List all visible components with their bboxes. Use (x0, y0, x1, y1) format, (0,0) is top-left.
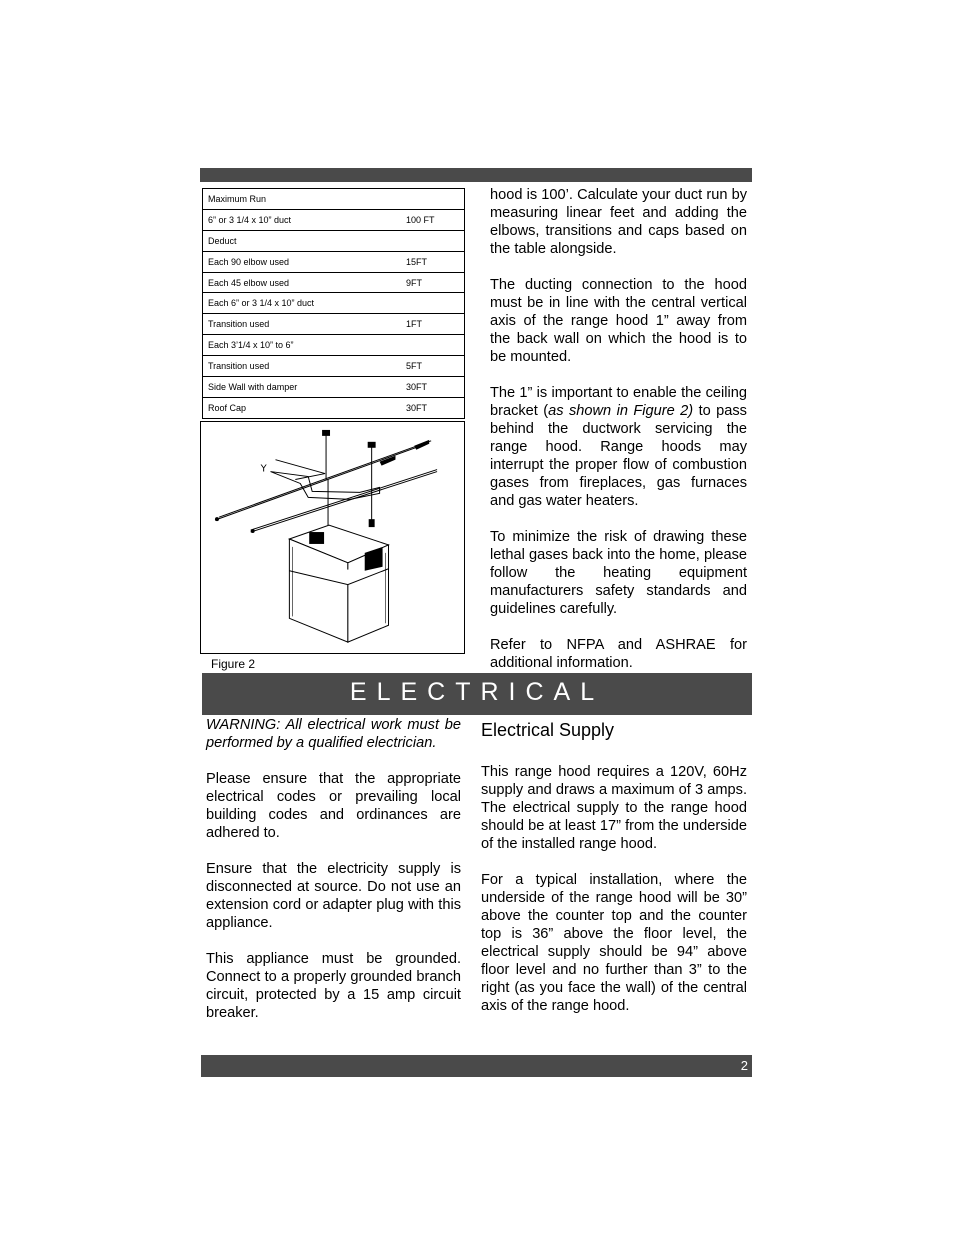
figure-caption: Figure 2 (211, 657, 256, 671)
table-cell-label: Deduct (203, 230, 402, 251)
table-cell-value (401, 293, 465, 314)
table-row (203, 293, 465, 314)
table-cell-label: Maximum Run (203, 189, 402, 210)
electrical-left-column (206, 716, 461, 1022)
table-cell-value (401, 335, 465, 356)
table-cell-label: Transition used (203, 356, 402, 377)
page-number: 2 (740, 1058, 748, 1073)
table-row (203, 230, 465, 251)
paragraph: The ducting connection to the hood must be in line with the central vertical axis of the range hood 1” away from the back wall on which the hood is to be mounted. (490, 277, 747, 365)
paragraph: To minimize the risk of drawing these lethal gases back into the home, please follow the heating equipment manufacturers safety standards and guidelines carefully. (490, 529, 747, 617)
table-row (203, 189, 465, 210)
figure-2-illustration (200, 421, 465, 654)
table-cell-value: 1FT (401, 314, 465, 335)
table-cell-value: 30FT (401, 397, 465, 418)
paragraph: hood is 100’. Calculate your duct run by measuring linear feet and adding the elbows, transitions and caps based on the table alongside. (490, 187, 747, 257)
duct-run-text-column (490, 186, 747, 672)
table-cell-label: 6” or 3 1/4 x 10” duct (203, 209, 402, 230)
duct-run-table (202, 188, 465, 419)
paragraph: Ensure that the electricity supply is disconnected at source. Do not use an extension cord or adapter plug with this appliance. (206, 861, 461, 931)
table-cell-value (401, 189, 465, 210)
table-cell-value (401, 230, 465, 251)
section-banner-electrical: ELECTRICAL (202, 673, 752, 715)
paragraph (490, 384, 747, 510)
table-cell-label: Each 3’1/4 x 10” to 6” (203, 335, 402, 356)
table-cell-label: Transition used (203, 314, 402, 335)
footer-bar (201, 1055, 752, 1077)
table-cell-label: Each 90 elbow used (203, 251, 402, 272)
electrical-right-column (481, 763, 747, 1015)
table-cell-label: Side Wall with damper (203, 377, 402, 398)
paragraph: For a typical installation, where the underside of the range hood will be 30” above the counter top and the counter top is 36” above the floor level, the electrical supply should be 94” above floor level and no further than 3” to the right (as you face the wall) of the central axis of the range hood. (481, 872, 747, 1014)
table-row (203, 209, 465, 230)
table-cell-value: 9FT (401, 272, 465, 293)
paragraph: This appliance must be grounded. Connect to a properly grounded branch circuit, protected by a 15 amp circuit breaker. (206, 951, 461, 1021)
svg-text:Y: Y (260, 463, 267, 475)
paragraph: This range hood requires a 120V, 60Hz supply and draws a maximum of 3 amps. The electrical supply to the range hood should be at least 17” from the underside of the installed range hood. (481, 764, 747, 852)
table-row (203, 314, 465, 335)
table-row (203, 377, 465, 398)
table-row (203, 356, 465, 377)
header-bar (200, 168, 752, 182)
table-cell-value: 30FT (401, 377, 465, 398)
table-row (203, 251, 465, 272)
range-hood-bracket-drawing (201, 422, 464, 653)
warning-text: WARNING: All electrical work must be performed by a qualified electrician. (206, 717, 461, 751)
table-cell-value: 15FT (401, 251, 465, 272)
table-cell-value: 100 FT (401, 209, 465, 230)
table-row (203, 335, 465, 356)
electrical-supply-heading: Electrical Supply (481, 720, 615, 740)
table-cell-label: Each 45 elbow used (203, 272, 402, 293)
text: The 1” is important to enable the ceiling bracket ( (490, 385, 747, 419)
paragraph: Please ensure that the appropriate electrical codes or prevailing local building codes and ordinances are adhered to. (206, 771, 461, 841)
table-cell-label: Each 6” or 3 1/4 x 10” duct (203, 293, 402, 314)
table-cell-label: Roof Cap (203, 397, 402, 418)
paragraph: Refer to NFPA and ASHRAE for additional information. (490, 637, 747, 671)
table-row (203, 272, 465, 293)
table-cell-value: 5FT (401, 356, 465, 377)
figure-reference: as shown in Figure 2) (548, 403, 694, 419)
text: to pass behind the ductwork servicing the range hood. Range hoods may interrupt the proper flow of combustion gases from fireplaces, gas furnaces and gas water heaters. (490, 403, 747, 509)
table-row (203, 397, 465, 418)
